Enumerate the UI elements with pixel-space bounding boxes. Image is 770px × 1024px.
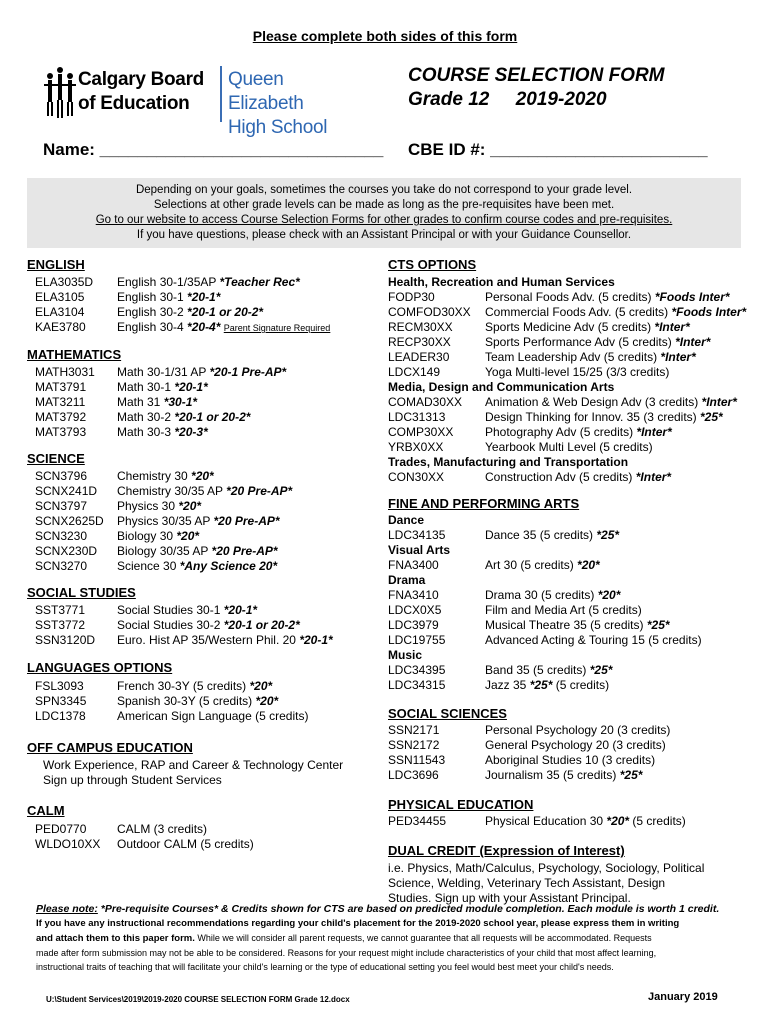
list-item[interactable]: SSN2172 General Psychology 20 (3 credits) (388, 738, 666, 752)
info-box: Depending on your goals, sometimes the courses you take do not correspond to your grade level. Selections at other grade levels can be made as long as the pre-requisites have been met. Go to our website to access Course Selection Forms for other grades to confirm course codes and pre-requisites. If you have questions, please check with an Assistant Principal or with your Guidance Counsellor. (27, 178, 741, 248)
parent-request-note: If you have any instructional recommendations regarding your child's placement for the 2019-2020 school year, please express them in writing and attach them to this paper form. While we will consider all parent requests, we cannot guarantee that all requests will be accommodated. Requests made after form submission may not be able to be considered. Reasons for your request might include characteristics of your child that most affect learning, instructional traits of teaching that will facilitate your child's learning or the type of educational setting you feel would best meet your child's needs. (36, 918, 680, 972)
cts-list: Health, Recreation and Human Services FODP30 Personal Foods Adv. (5 credits) *Foods Inter* COMFOD30XX Commercial Foods Adv. (5 credits) *Foods Inter* RECM30XX Sports Medicine Adv (5 credits) *Inter* RECP30XX Sports Performance Adv (5 credits) *Inter* LEADER30 Team Leadership Adv (5 credits) *Inter* LDCX149 Yoga Multi-level 15/25 (3/3 credits) Media, Design and Communication Arts COMAD30XX Animation & Web Design Adv (3 credits) *Inter* LDC31313 Design Thinking for Innov. 35 (3 credits) *25* COMP30XX Photography Adv (5 credits) *Inter* YRBX0XX Yearbook Multi Level (5 credits) Trades, Manufacturing and Transportation CON30XX Construction Adv (5 credits) *Inter* (388, 275, 747, 484)
name-field[interactable]: Name: ______________________________ (43, 140, 384, 159)
math-title: MATHEMATICS (27, 347, 122, 362)
list-item[interactable]: SSN11543 Aboriginal Studies 10 (3 credits) (388, 753, 656, 767)
list-item[interactable]: SCNX241D Chemistry 30/35 AP *20 Pre-AP* (35, 484, 293, 498)
logo-divider (220, 66, 222, 122)
list-item[interactable]: LDCX149 Yoga Multi-level 15/25 (3/3 credits) (388, 365, 670, 379)
list-item[interactable]: SST3772 Social Studies 30-2 *20-1 or 20-2* (35, 618, 300, 632)
list-item[interactable]: PED0770 CALM (3 credits) (35, 822, 208, 836)
calm-list (35, 822, 254, 852)
list-item[interactable]: LDC34135 Dance 35 (5 credits) *25* (388, 528, 620, 542)
list-item[interactable]: LDC31313 Design Thinking for Innov. 35 (3 credits) *25* (388, 410, 723, 424)
list-item[interactable]: LDC3696 Journalism 35 (5 credits) *25* (388, 768, 643, 782)
list-item[interactable]: LDC34395 Band 35 (5 credits) *25* (388, 663, 613, 677)
cts-title: CTS OPTIONS (388, 257, 477, 272)
parent-signature-note: Parent Signature Required (223, 323, 331, 333)
arts-title: FINE AND PERFORMING ARTS (388, 496, 580, 511)
list-item[interactable]: SSN3120D Euro. Hist AP 35/Western Phil. 20 *20-1* (35, 633, 333, 647)
list-item[interactable]: LDCX0X5 Film and Media Art (5 credits) (388, 603, 642, 617)
list-item[interactable]: FNA3410 Drama 30 (5 credits) *20* (388, 588, 621, 602)
social-sciences-list (388, 723, 670, 783)
list-item[interactable]: RECM30XX Sports Medicine Adv (5 credits) *Inter* (388, 320, 690, 334)
list-item[interactable]: SCNX2625D Physics 30/35 AP *20 Pre-AP* (35, 514, 280, 528)
dual-credit-title: DUAL CREDIT (Expression of Interest) (388, 843, 625, 858)
list-item[interactable]: LDC1378 American Sign Language (5 credits) (35, 709, 309, 723)
languages-title: LANGUAGES OPTIONS (27, 660, 173, 675)
english-list (35, 275, 330, 336)
list-item[interactable]: MAT3791 Math 30-1 *20-1* (35, 380, 208, 394)
list-item[interactable]: COMFOD30XX Commercial Foods Adv. (5 credits) *Foods Inter* (388, 305, 747, 319)
calm-title: CALM (27, 803, 65, 818)
off-campus-text: Work Experience, RAP and Career & Technology Center Sign up through Student Services (43, 758, 344, 787)
dual-credit-text: i.e. Physics, Math/Calculus, Psychology, Sociology, Political Science, Welding, Veterinary Tech Assistant, Design Studies. Sign up with your Assistant Principal. (388, 861, 705, 905)
list-item[interactable]: SST3771 Social Studies 30-1 *20-1* (35, 603, 258, 617)
social-studies-list (35, 603, 333, 648)
social-sciences-title: SOCIAL SCIENCES (388, 706, 507, 721)
list-item[interactable]: PED34455 Physical Education 30 *20* (5 credits) (388, 814, 686, 828)
arts-list: Dance LDC34135 Dance 35 (5 credits) *25* Visual Arts FNA3400 Art 30 (5 credits) *20* Drama FNA3410 Drama 30 (5 credits) *20* LDCX0X5 Film and Media Art (5 credits) LDC3979 Musical Theatre 35 (5 credits) *25* LDC19755 Advanced Acting & Touring 15 (5 credits) Music LDC34395 Band 35 (5 credits) *25* LDC34315 Jazz 35 *25* (5 credits) (388, 513, 702, 692)
list-item[interactable]: LEADER30 Team Leadership Adv (5 credits) *Inter* (388, 350, 696, 364)
list-item[interactable]: ELA3104 English 30-2 *20-1 or 20-2* (35, 305, 264, 319)
list-item[interactable]: SSN2171 Personal Psychology 20 (3 credits) (388, 723, 671, 737)
pe-list (388, 814, 686, 829)
form-date: January 2019 (648, 991, 718, 1003)
file-path: U:\Student Services\2019\2019-2020 COURSE SELECTION FORM Grade 12.docx (46, 995, 350, 1004)
school-logo (44, 64, 354, 138)
list-item[interactable]: SCN3270 Science 30 *Any Science 20* (35, 559, 278, 573)
science-list (35, 469, 292, 574)
list-item[interactable]: COMAD30XX Animation & Web Design Adv (3 credits) *Inter* (388, 395, 737, 409)
list-item[interactable]: LDC34315 Jazz 35 *25* (5 credits) (388, 678, 610, 692)
list-item[interactable]: KAE3780 English 30-4 *20-4* Parent Signature Required (35, 320, 331, 334)
pe-title: PHYSICAL EDUCATION (388, 797, 534, 812)
english-title: ENGLISH (27, 257, 85, 272)
list-item[interactable]: MATH3031 Math 30-1/31 AP *20-1 Pre-AP* (35, 365, 287, 379)
list-item[interactable]: FNA3400 Art 30 (5 credits) *20* (388, 558, 600, 572)
list-item[interactable]: FODP30 Personal Foods Adv. (5 credits) *Foods Inter* (388, 290, 730, 304)
list-item[interactable]: SCNX230D Biology 30/35 AP *20 Pre-AP* (35, 544, 278, 558)
list-item[interactable]: MAT3792 Math 30-2 *20-1 or 20-2* (35, 410, 251, 424)
top-note: Please complete both sides of this form (252, 28, 518, 44)
form-title: COURSE SELECTION FORM Grade 12 2019-2020 (408, 65, 665, 110)
off-campus-title: OFF CAMPUS EDUCATION (27, 740, 193, 755)
list-item[interactable]: FSL3093 French 30-3Y (5 credits) *20* (35, 679, 273, 693)
cbe-figures-icon (44, 64, 76, 124)
list-item[interactable]: LDC3979 Musical Theatre 35 (5 credits) *25* (388, 618, 670, 632)
prereq-note: Please note: *Pre-requisite Courses* & Credits shown for CTS are based on predicted module completion. Each module is worth 1 credit. (36, 903, 720, 915)
languages-list (35, 679, 308, 724)
social-studies-title: SOCIAL STUDIES (27, 585, 136, 600)
list-item[interactable]: MAT3211 Math 31 *30-1* (35, 395, 198, 409)
list-item[interactable]: COMP30XX Photography Adv (5 credits) *Inter* (388, 425, 672, 439)
website-link[interactable]: Go to our website to access Course Selection Forms for other grades to confirm course codes and pre-requisites. (95, 214, 673, 226)
cbe-name: Calgary Board of Education (78, 69, 204, 114)
list-item[interactable]: MAT3793 Math 30-3 *20-3* (35, 425, 208, 439)
list-item[interactable]: SCN3796 Chemistry 30 *20* (35, 469, 214, 483)
school-name: Queen Elizabeth High School (228, 69, 328, 138)
list-item[interactable]: YRBX0XX Yearbook Multi Level (5 credits) (388, 440, 653, 454)
list-item[interactable]: SPN3345 Spanish 30-3Y (5 credits) *20* (35, 694, 279, 708)
list-item[interactable]: RECP30XX Sports Performance Adv (5 credits) *Inter* (388, 335, 711, 349)
list-item[interactable]: CON30XX Construction Adv (5 credits) *Inter* (388, 470, 672, 484)
list-item[interactable]: ELA3035D English 30-1/35AP *Teacher Rec* (35, 275, 300, 289)
list-item[interactable]: WLDO10XX Outdoor CALM (5 credits) (35, 837, 254, 851)
list-item[interactable]: ELA3105 English 30-1 *20-1* (35, 290, 221, 304)
cbe-id-field[interactable]: CBE ID #: _______________________ (408, 140, 708, 159)
list-item[interactable]: SCN3230 Biology 30 *20* (35, 529, 200, 543)
science-title: SCIENCE (27, 451, 85, 466)
list-item[interactable]: LDC19755 Advanced Acting & Touring 15 (5 credits) (388, 633, 702, 647)
math-list (35, 365, 286, 440)
list-item[interactable]: SCN3797 Physics 30 *20* (35, 499, 202, 513)
